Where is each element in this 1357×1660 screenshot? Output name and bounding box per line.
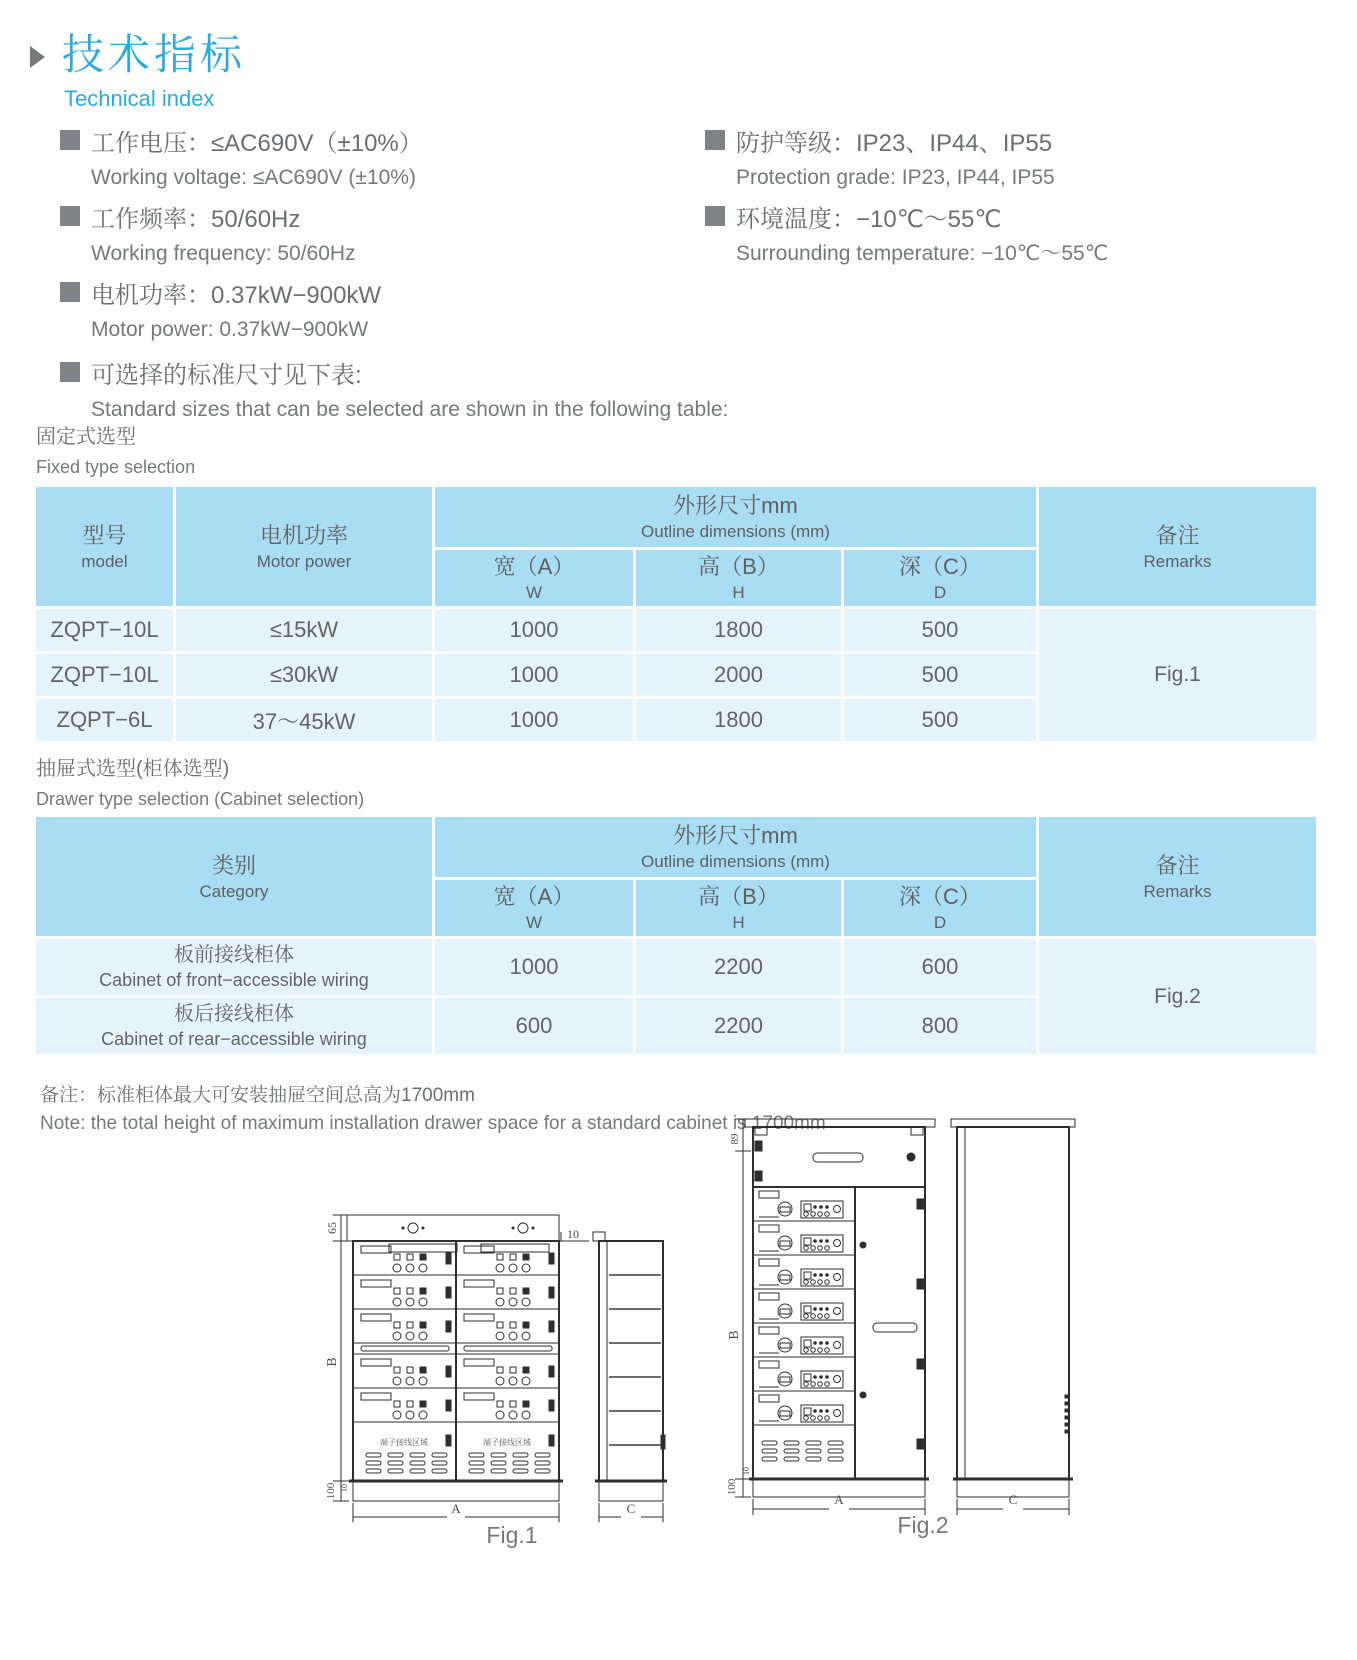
fig1-dim-small-10: 10 bbox=[340, 1484, 349, 1492]
spec-en-text: Standard sizes that can be selected are shown in the following table: bbox=[91, 398, 729, 421]
cell-power: 37～45kW bbox=[176, 699, 432, 741]
fig2-dim-depth-c: C bbox=[1008, 1492, 1018, 1507]
header-en: D bbox=[933, 583, 947, 602]
header-zh: 深（C） bbox=[899, 554, 981, 579]
header-zh: 备注 bbox=[1155, 852, 1200, 878]
cell-width: 1000 bbox=[435, 609, 633, 651]
fig1-dim-depth-c: C bbox=[626, 1501, 636, 1516]
cell-model: ZQPT−6L bbox=[36, 699, 173, 741]
spec-en-text: Protection grade: IP23, IP44, IP55 bbox=[736, 166, 1055, 189]
header-zh: 深（C） bbox=[899, 884, 981, 909]
table-footnote bbox=[40, 1082, 826, 1138]
header-en: W bbox=[525, 583, 543, 602]
fig1-svg bbox=[325, 1140, 695, 1540]
cell-width: 1000 bbox=[435, 654, 633, 696]
spec-item-working-voltage bbox=[60, 120, 705, 196]
spec-zh-text: 工作频率：50/60Hz bbox=[91, 205, 301, 233]
cell-remarks: Fig.1 bbox=[1039, 609, 1316, 741]
section-label-zh: 抽屉式选型(柜体选型) bbox=[36, 758, 230, 780]
fig2-svg bbox=[725, 1095, 1105, 1525]
page-title: 技术指标 bbox=[62, 31, 247, 78]
cell-height: 2000 bbox=[636, 654, 841, 696]
header-zh: 类别 bbox=[211, 852, 256, 878]
cell-depth: 800 bbox=[844, 998, 1036, 1054]
category-zh: 板前接线柜体 bbox=[174, 944, 294, 966]
header-zh: 宽（A） bbox=[493, 884, 575, 909]
footnote-zh: 备注：标准柜体最大可安装抽屉空间总高为1700mm bbox=[40, 1085, 475, 1106]
cell-category bbox=[36, 998, 432, 1054]
section-arrow-icon bbox=[30, 46, 45, 68]
bullet-square-icon bbox=[60, 130, 80, 150]
drawer-type-section-label bbox=[36, 752, 364, 810]
spec-en-text: Motor power: 0.37kW−900kW bbox=[91, 318, 369, 341]
header-remarks bbox=[1039, 487, 1316, 606]
cell-depth: 500 bbox=[844, 699, 1036, 741]
spec-item-standard-sizes bbox=[60, 352, 728, 428]
header-zh: 高（B） bbox=[698, 884, 779, 909]
header-en: Outline dimensions (mm) bbox=[641, 522, 830, 541]
header-en: Remarks bbox=[1143, 881, 1212, 901]
fig1-dim-top: 65 bbox=[325, 1222, 339, 1234]
spec-zh-text: 可选择的标准尺寸见下表: bbox=[91, 361, 362, 389]
spec-item-protection-grade bbox=[705, 120, 1310, 196]
category-zh: 板后接线柜体 bbox=[174, 1003, 294, 1025]
spec-item-motor-power bbox=[60, 272, 705, 348]
section-label-en: Drawer type selection (Cabinet selection) bbox=[36, 789, 365, 809]
section-label-zh: 固定式选型 bbox=[36, 426, 136, 448]
section-label-en: Fixed type selection bbox=[36, 457, 196, 477]
fig1-cabinet-drawing bbox=[325, 1140, 695, 1540]
spec-zh-text: 工作电压：≤AC690V（±10%） bbox=[91, 129, 423, 157]
spec-en-text: Working frequency: 50/60Hz bbox=[91, 242, 356, 265]
header-category bbox=[36, 817, 432, 936]
spec-column-left bbox=[60, 120, 705, 348]
header-zh: 备注 bbox=[1155, 522, 1200, 548]
fixed-type-table-wrap bbox=[33, 484, 1319, 744]
header-height bbox=[636, 880, 841, 936]
cell-depth: 500 bbox=[844, 654, 1036, 696]
header-depth bbox=[844, 550, 1036, 606]
cell-power: ≤15kW bbox=[176, 609, 432, 651]
cell-height: 1800 bbox=[636, 699, 841, 741]
bullet-square-icon bbox=[60, 282, 80, 302]
cell-model: ZQPT−10L bbox=[36, 654, 173, 696]
fig2-cabinet-drawing bbox=[725, 1095, 1105, 1525]
fig1-dim-bottom-100: 100 bbox=[325, 1482, 337, 1500]
header-en: W bbox=[525, 913, 543, 932]
header-outline-dimensions bbox=[435, 487, 1036, 547]
header-remarks bbox=[1039, 817, 1316, 936]
cell-height: 1800 bbox=[636, 609, 841, 651]
header-height bbox=[636, 550, 841, 606]
header-en: D bbox=[933, 913, 947, 932]
cell-width: 1000 bbox=[435, 939, 633, 995]
header-zh: 型号 bbox=[82, 522, 127, 548]
spec-column-right bbox=[705, 120, 1310, 348]
spec-zh-text: 环境温度：−10℃～55℃ bbox=[736, 205, 1002, 233]
svg-text:端子接线区域: 端子接线区域 bbox=[483, 1438, 531, 1447]
header-zh: 宽（A） bbox=[493, 554, 575, 579]
spec-zh-text: 电机功率：0.37kW−900kW bbox=[91, 281, 382, 309]
drawer-type-table bbox=[33, 814, 1319, 1057]
header-en: H bbox=[732, 913, 745, 932]
bullet-square-icon bbox=[705, 206, 725, 226]
page-header bbox=[30, 31, 247, 112]
header-en: Outline dimensions (mm) bbox=[641, 852, 830, 871]
header-zh: 电机功率 bbox=[259, 522, 348, 548]
header-outline-dimensions bbox=[435, 817, 1036, 877]
header-zh: 外形尺寸mm bbox=[673, 493, 798, 518]
category-en: Cabinet of rear−accessible wiring bbox=[101, 1029, 367, 1049]
fig2-dim-height-b: B bbox=[727, 1330, 742, 1340]
header-en: Motor power bbox=[256, 551, 352, 571]
header-en: Category bbox=[199, 881, 269, 901]
header-en: H bbox=[732, 583, 745, 602]
fig2-caption: Fig.2 bbox=[897, 1512, 949, 1538]
fig1-dim-height-b: B bbox=[325, 1357, 340, 1367]
table-row bbox=[36, 939, 1316, 995]
spec-list bbox=[60, 120, 1310, 348]
fig2-dim-small-10: 10 bbox=[742, 1467, 751, 1475]
svg-text:端子接线区域: 端子接线区域 bbox=[380, 1438, 428, 1447]
header-en: Remarks bbox=[1143, 551, 1212, 571]
cell-height: 2200 bbox=[636, 939, 841, 995]
drawer-type-table-wrap bbox=[33, 814, 1319, 1057]
table-row bbox=[36, 609, 1316, 651]
header-width bbox=[435, 550, 633, 606]
bullet-square-icon bbox=[705, 130, 725, 150]
header-depth bbox=[844, 880, 1036, 936]
cell-depth: 600 bbox=[844, 939, 1036, 995]
fig1-dim-top-right: 10 bbox=[567, 1227, 579, 1241]
cell-category bbox=[36, 939, 432, 995]
spec-item-surrounding-temperature bbox=[705, 196, 1310, 272]
fig2-dim-top: 89 bbox=[729, 1133, 741, 1145]
fig2-dim-width-a: A bbox=[834, 1492, 844, 1507]
footnote-en: Note: the total height of maximum installation drawer space for a standard cabinet is 1700mm bbox=[40, 1113, 826, 1134]
header-width bbox=[435, 880, 633, 936]
header-model bbox=[36, 487, 173, 606]
header-motor-power bbox=[176, 487, 432, 606]
fig1-dim-width-a: A bbox=[451, 1501, 461, 1516]
bullet-square-icon bbox=[60, 362, 80, 382]
cell-height: 2200 bbox=[636, 998, 841, 1054]
cell-depth: 500 bbox=[844, 609, 1036, 651]
fixed-type-table bbox=[33, 484, 1319, 744]
category-en: Cabinet of front−accessible wiring bbox=[99, 970, 369, 990]
cell-remarks: Fig.2 bbox=[1039, 939, 1316, 1054]
fixed-type-section-label bbox=[36, 420, 195, 478]
spec-en-text: Working voltage: ≤AC690V (±10%) bbox=[91, 166, 416, 189]
cell-power: ≤30kW bbox=[176, 654, 432, 696]
spec-zh-text: 防护等级：IP23、IP44、IP55 bbox=[736, 129, 1053, 157]
fig1-caption: Fig.1 bbox=[486, 1522, 538, 1548]
spec-en-text: Surrounding temperature: −10℃～55℃ bbox=[736, 242, 1109, 265]
spec-item-working-frequency bbox=[60, 196, 705, 272]
header-zh: 外形尺寸mm bbox=[673, 823, 798, 848]
cell-width: 1000 bbox=[435, 699, 633, 741]
header-en: model bbox=[81, 551, 128, 571]
cell-model: ZQPT−10L bbox=[36, 609, 173, 651]
bullet-square-icon bbox=[60, 206, 80, 226]
cell-width: 600 bbox=[435, 998, 633, 1054]
fig2-dim-bottom-100: 100 bbox=[726, 1478, 738, 1496]
page-subtitle: Technical index bbox=[64, 86, 215, 111]
header-zh: 高（B） bbox=[698, 554, 779, 579]
